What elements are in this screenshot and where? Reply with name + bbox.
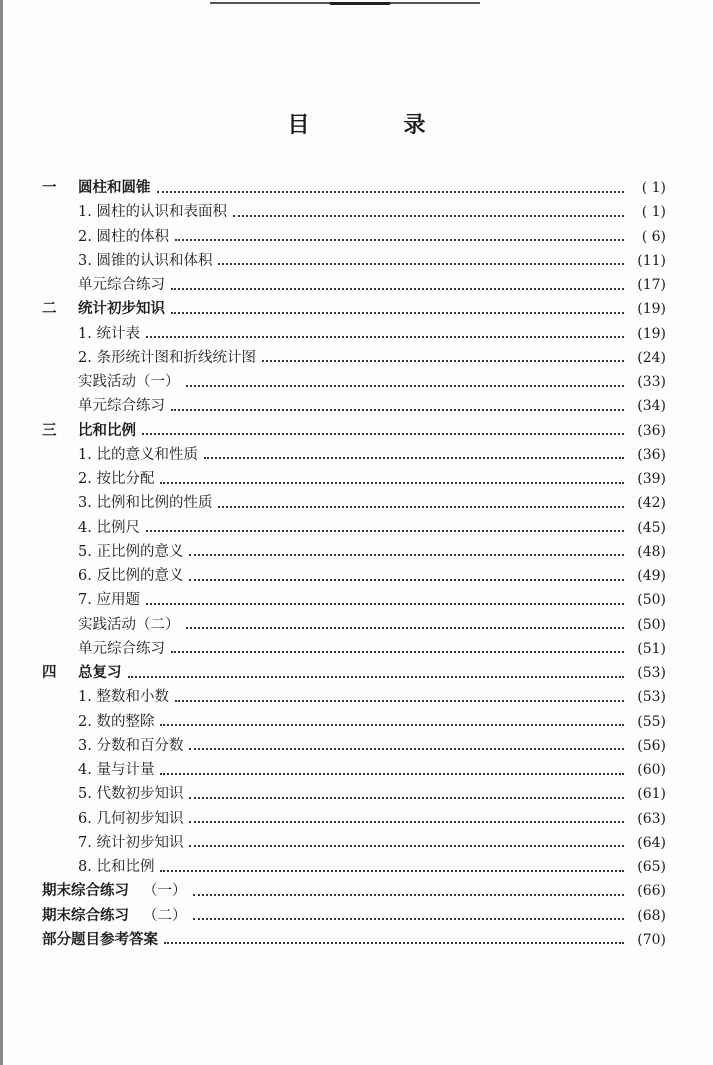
dot-leader: [233, 214, 624, 217]
toc-entry-label: 实践活动（二）: [78, 616, 180, 633]
toc-entry[interactable]: [42, 467, 666, 491]
dot-leader: [262, 359, 624, 362]
dot-leader: [193, 917, 625, 920]
toc-entry-label: 2. 数的整除: [78, 713, 155, 730]
dot-leader: [128, 675, 625, 678]
dot-leader: [193, 893, 625, 896]
chapter-number: 四: [42, 665, 57, 681]
toc-entry[interactable]: [42, 200, 666, 224]
toc-entry-label: 2. 条形统计图和折线统计图: [78, 349, 256, 366]
page-number: (49): [637, 568, 666, 584]
toc-entry-label: 单元综合练习: [78, 277, 165, 293]
dot-leader: [171, 311, 624, 314]
toc-entry-label: 5. 正比例的意义: [78, 543, 184, 560]
toc-entry[interactable]: [42, 564, 666, 588]
dot-leader: [146, 602, 624, 605]
dot-leader: [160, 723, 624, 726]
dot-leader: [189, 747, 624, 750]
page-number: (19): [637, 325, 666, 342]
page-number: (53): [637, 665, 666, 681]
page-number: (66): [637, 883, 666, 900]
dot-leader: [160, 869, 624, 872]
toc-entry-label: 比和比例: [78, 422, 136, 439]
toc-entry[interactable]: [42, 831, 666, 855]
toc-entry-label: 5. 代数初步知识: [78, 786, 184, 803]
page-number: (50): [637, 592, 666, 609]
page-number: (42): [637, 495, 666, 512]
dot-leader: [146, 529, 624, 532]
toc-entry[interactable]: [42, 297, 666, 321]
toc-entry[interactable]: [42, 685, 666, 709]
toc-entry[interactable]: [42, 516, 666, 540]
dot-leader: [186, 384, 625, 387]
toc-entry[interactable]: [42, 540, 666, 564]
page-number: (50): [637, 616, 666, 633]
page-number: (45): [637, 519, 666, 536]
dot-leader: [175, 699, 624, 702]
page-number: (34): [637, 398, 666, 415]
header-rule-mark: [330, 2, 390, 5]
toc-entry[interactable]: [42, 394, 666, 418]
toc-entry-label: 6. 几何初步知识: [78, 810, 184, 827]
toc-entry-label: 单元综合练习: [78, 640, 165, 657]
dot-leader: [171, 408, 624, 411]
toc-entry[interactable]: [42, 661, 666, 685]
toc-entry[interactable]: [42, 855, 666, 879]
toc-entry[interactable]: [42, 807, 666, 831]
toc-entry-label: 1. 整数和小数: [78, 689, 169, 706]
dot-leader: [204, 456, 624, 459]
toc-entry-label: 实践活动（一）: [78, 374, 180, 390]
dot-leader: [171, 287, 624, 290]
page-number: (48): [637, 543, 666, 560]
toc-entry[interactable]: [42, 419, 666, 443]
toc-entry-label: 统计初步知识: [78, 301, 165, 318]
toc-entry-label: 1. 圆柱的认识和表面积: [78, 204, 227, 221]
toc-entry[interactable]: [42, 370, 666, 394]
toc-entry-label: 8. 比和比例: [78, 859, 155, 875]
toc-entry[interactable]: [42, 443, 666, 467]
toc-entry-label: 7. 应用题: [78, 592, 140, 609]
toc-entry[interactable]: [42, 322, 666, 346]
page-number: (19): [637, 301, 666, 318]
dot-leader: [189, 553, 624, 556]
toc-entry-label: 3. 比例和比例的性质: [78, 495, 213, 512]
dot-leader: [189, 820, 624, 823]
page-edge: [0, 0, 3, 1065]
dot-leader: [160, 481, 624, 484]
page-number: (33): [637, 374, 666, 390]
page-number: (70): [637, 931, 666, 948]
toc-entry-label: 6. 反比例的意义: [78, 568, 184, 584]
toc-entry-label: 3. 圆锥的认识和体积: [78, 252, 213, 269]
toc-entry-label: 总复习: [78, 665, 122, 681]
dot-leader: [186, 626, 625, 629]
page-number: (61): [637, 786, 666, 803]
chapter-number: 一: [42, 180, 57, 196]
dot-leader: [175, 238, 624, 241]
dot-leader: [171, 650, 624, 653]
toc-entry-label: 7. 统计初步知识: [78, 834, 184, 851]
dot-leader: [218, 262, 624, 265]
toc-entry-suffix: （一）: [143, 883, 187, 900]
page-number: (63): [637, 810, 666, 827]
toc-entry-suffix: （二）: [143, 907, 187, 924]
toc-entry-label: 2. 圆柱的体积: [78, 228, 169, 245]
page-number: (60): [637, 762, 666, 778]
toc-entry[interactable]: [42, 225, 666, 249]
toc-entry[interactable]: [42, 176, 666, 200]
toc-entry[interactable]: [42, 491, 666, 515]
page-number: (68): [637, 907, 666, 924]
toc-entry[interactable]: [42, 710, 666, 734]
dot-leader: [157, 190, 625, 193]
toc-entry-label: 期末综合练习: [42, 907, 129, 924]
page-number: (55): [637, 713, 666, 730]
toc-entry[interactable]: [42, 346, 666, 370]
dot-leader: [160, 772, 624, 775]
dot-leader: [218, 505, 624, 508]
page-number: (24): [637, 349, 666, 366]
toc-entry-label: 1. 统计表: [78, 325, 140, 342]
toc-entry-label: 2. 按比分配: [78, 471, 155, 487]
page-number: (53): [637, 689, 666, 706]
dot-leader: [146, 335, 624, 338]
dot-leader: [189, 796, 624, 799]
toc-entry[interactable]: [42, 734, 666, 758]
toc-entry[interactable]: [42, 249, 666, 273]
page-number: (51): [637, 640, 666, 657]
page-number: ( 1): [641, 204, 666, 221]
chapter-number: 二: [42, 301, 57, 318]
page-number: (65): [637, 859, 666, 875]
toc-entry-label: 单元综合练习: [78, 398, 165, 415]
page-number: (64): [637, 834, 666, 851]
toc-entry[interactable]: [42, 273, 666, 297]
dot-leader: [164, 941, 624, 944]
dot-leader: [189, 844, 624, 847]
page-title: 目 录: [287, 113, 462, 138]
page-number: ( 6): [641, 228, 666, 245]
toc-entry-label: 期末综合练习: [42, 883, 129, 900]
dot-leader: [189, 578, 624, 581]
toc-entry[interactable]: [42, 637, 666, 661]
chapter-number: 三: [42, 422, 57, 439]
toc-entry[interactable]: [42, 782, 666, 806]
table-of-contents: [42, 176, 666, 952]
toc-entry-label: 部分题目参考答案: [42, 931, 158, 948]
page-number: ( 1): [641, 180, 666, 196]
toc-entry-label: 4. 量与计量: [78, 762, 155, 778]
toc-entry[interactable]: [42, 879, 666, 903]
page-number: (17): [637, 277, 666, 293]
toc-entry-label: 圆柱和圆锥: [78, 180, 151, 196]
toc-entry[interactable]: [42, 904, 666, 928]
page-number: (39): [637, 471, 666, 487]
page-number: (36): [637, 446, 666, 463]
page-number: (56): [637, 737, 666, 754]
toc-entry-label: 4. 比例尺: [78, 519, 140, 536]
toc-entry[interactable]: [42, 613, 666, 637]
toc-entry[interactable]: [42, 758, 666, 782]
toc-entry[interactable]: [42, 588, 666, 612]
dot-leader: [142, 432, 624, 435]
toc-entry-label: 1. 比的意义和性质: [78, 446, 198, 463]
toc-entry[interactable]: [42, 928, 666, 952]
page-number: (11): [637, 252, 666, 269]
toc-entry-label: 3. 分数和百分数: [78, 737, 184, 754]
page-number: (36): [637, 422, 666, 439]
